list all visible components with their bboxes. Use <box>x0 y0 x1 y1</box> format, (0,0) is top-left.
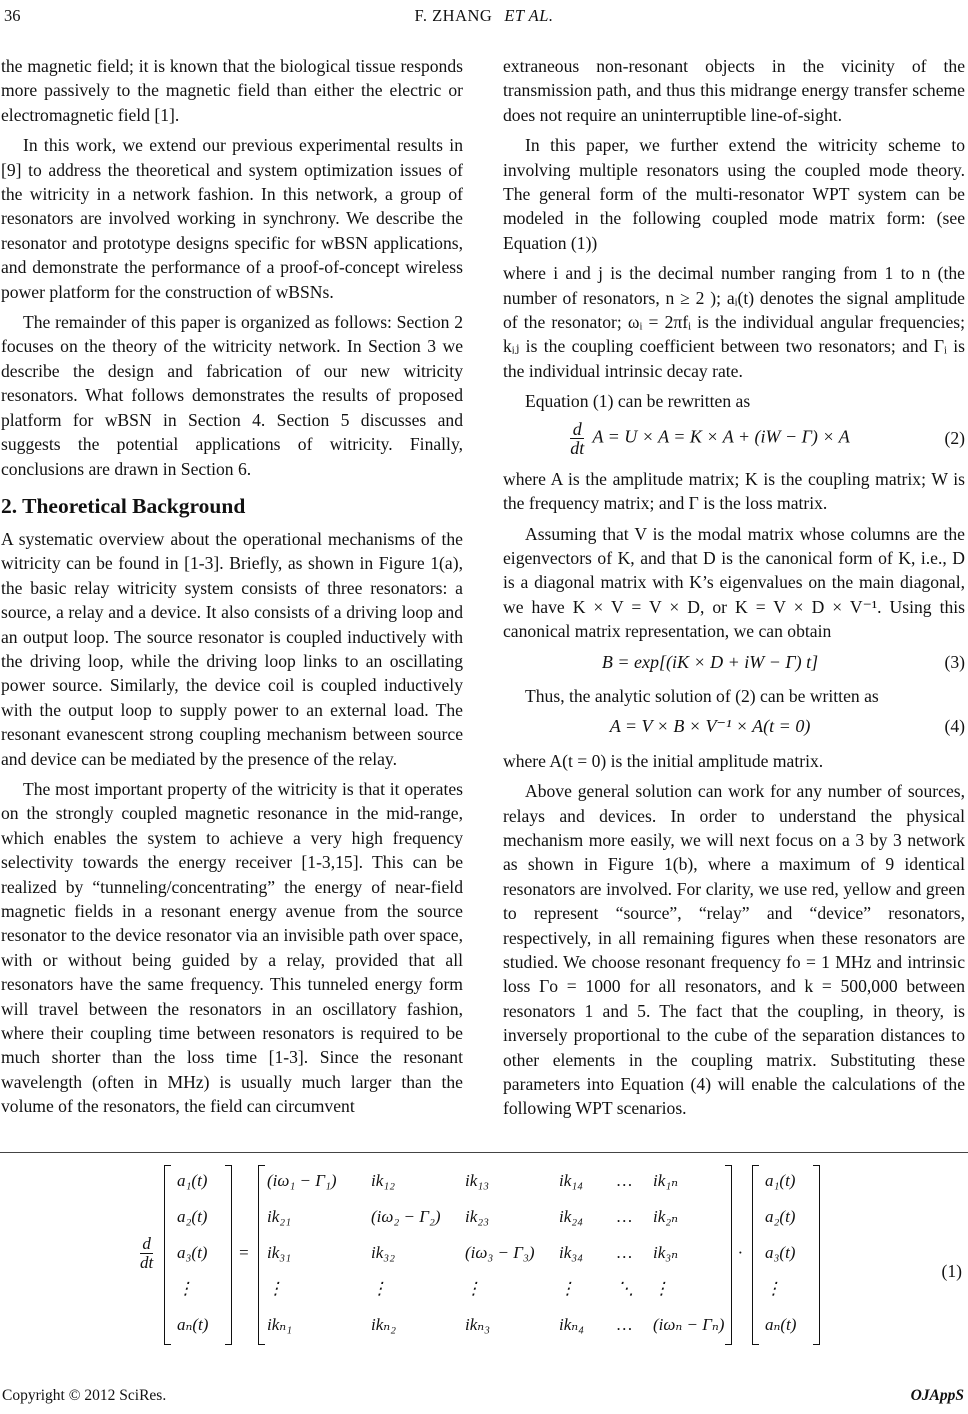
matrix-cell: … <box>617 1243 633 1262</box>
equation-number: (2) <box>944 427 965 448</box>
matrix-cell: ik₁₄ <box>559 1171 584 1190</box>
matrix-cell: ik₂ₙ <box>653 1207 679 1226</box>
derivative: $\frac{d}{dt}$ <box>140 1234 154 1272</box>
matrix-cell: ik₃₁ <box>267 1243 292 1262</box>
matrix-cell: … <box>617 1315 633 1334</box>
matrix-cell: ik₃₂ <box>371 1243 396 1262</box>
authors: F. ZHANG <box>414 6 493 25</box>
derivative: $\frac{d}{dt}$ <box>570 418 585 458</box>
paragraph: A systematic overview about the operational mechanisms of the witricity can be found in [1-3]. Briefly, as shown in Figure 1(a), the basic relay witricity system consists of three resonators: a source, a relay and a device. It also consists of a driving loop and an output loop. The source resonator is coupled inductively with the driving loop, while the driving loop links to an oscillating power source. Similarly, the device coil is coupled inductively with the output loop to supply power to an external load. The resonant evanescent strong coupling mechanism between source and device can be mediated by the presence of the relay. <box>1 528 463 769</box>
matrix-cell: a₁(t) <box>765 1171 796 1190</box>
left-column <box>1 54 463 1125</box>
multiply-dot: · <box>738 1243 743 1262</box>
matrix-cell: a₃(t) <box>765 1243 796 1262</box>
matrix-cell: (iω₁ − Γ₁) <box>267 1171 337 1190</box>
matrix-cell: (iωₙ − Γₙ) <box>653 1315 725 1334</box>
equation-number: (1) <box>941 1261 962 1281</box>
matrix-cell: ⋮ <box>653 1279 670 1298</box>
paragraph: Thus, the analytic solution of (2) can be written as <box>525 685 879 706</box>
equation-2-body: A = U × A = K × A + (iW − Γ) × A <box>592 426 850 447</box>
equation-number: (3) <box>944 651 965 672</box>
matrix-cell: a₁(t) <box>177 1171 208 1190</box>
equation-2 <box>503 420 965 457</box>
matrix-cell: aₙ(t) <box>177 1315 209 1334</box>
matrix-cell: (iω₂ − Γ₂) <box>371 1207 441 1226</box>
right-column <box>503 54 965 1127</box>
page-header <box>0 6 968 36</box>
matrix-cell: ⋮ <box>177 1279 194 1298</box>
matrix-cell: ik₁ₙ <box>653 1171 679 1190</box>
matrix-cell: ik₂₁ <box>267 1207 292 1226</box>
matrix-cell: a₂(t) <box>177 1207 208 1226</box>
equation-4-body: A = V × B × V⁻¹ × A(t = 0) <box>609 716 811 737</box>
matrix-cell: a₃(t) <box>177 1243 208 1262</box>
matrix-cell: ik₁₃ <box>465 1171 490 1190</box>
matrix-cell: a₂(t) <box>765 1207 796 1226</box>
paragraph: The remainder of this paper is organized as follows: Section 2 focuses on the theory of the witricity network. In Section 3 we describe the design and fabrication of our new witricity resonators. What follows demonstrates the results of proposed platform for wBSN in Section 4. Section 5 discusses and suggests the potential applications of witricity. Finally, conclusions are drawn in Section 6. <box>1 312 463 479</box>
matrix-cell: ik₁₂ <box>371 1171 396 1190</box>
equation-1-body <box>140 1165 820 1345</box>
paragraph: The most important property of the witricity is that it operates on the strongly coupled magnetic resonance in the mid-range, which enables the system to achieve a very high frequency selectivity towards the energy receiver [1-3,15]. This can be realized by “tunneling/concentrating” the energy of near-field magnetic fields in a resonant energy avenue from the source resonator to the device resonator via an invisible path over space, with or without being guided by a relay, provided that all resonators have the same frequency. This tunneled energy form will travel between the resonators in an oscillatory fashion, where their coupling time between resonators is required to be much shorter than the loss time [1-3]. Since the resonant wavelength (often in MHz) is usually much larger than the volume of the resonators, the field can circumvent <box>1 778 463 1117</box>
matrix-cell: ikₙ₁ <box>267 1315 293 1334</box>
paragraph: Assuming that V is the modal matrix whose columns are the eigenvectors of K, and that D is the canonical form of K, i.e., D is a diagonal matrix with K’s eigenvalues on the main diagonal, we have K × V = V × D, or K = V × D × V⁻¹. Using this canonical matrix representation, we can obtain <box>503 523 965 642</box>
matrix-cell: ⋮ <box>765 1279 782 1298</box>
equation-3-body: B = exp[(iK × D + iW − Γ) t] <box>601 651 819 672</box>
matrix-cell: aₙ(t) <box>765 1315 797 1334</box>
matrix-cell: … <box>617 1207 633 1226</box>
right-vector <box>752 1165 820 1345</box>
section-heading: 2. Theoretical Background <box>1 493 246 518</box>
et-al: ET AL. <box>504 6 554 25</box>
matrix-cell: ik₂₃ <box>465 1207 490 1226</box>
matrix-cell: … <box>617 1171 633 1190</box>
journal-name: OJAppS <box>910 1387 964 1404</box>
paragraph: In this paper, we further extend the witricity scheme to involving multiple resonators using the coupled mode theory. The general form of the multi-resonator WPT system can be modeled in the following coupled mode matrix form: (see Equation (1)) <box>503 135 965 253</box>
equation-number: (4) <box>944 716 965 737</box>
equation-3 <box>503 650 965 674</box>
matrix-cell: ik₂₄ <box>559 1207 584 1226</box>
matrix-cell: ⋮ <box>559 1279 576 1298</box>
matrix-cell: ⋮ <box>465 1279 482 1298</box>
paragraph: where A is the amplitude matrix; K is the coupling matrix; W is the frequency matrix; and Γ is the loss matrix. <box>503 468 965 514</box>
page-footer <box>0 1387 968 1411</box>
matrix-cell: ikₙ₄ <box>559 1315 585 1334</box>
paragraph: Equation (1) can be rewritten as <box>525 391 751 412</box>
paragraph: extraneous non-resonant objects in the vicinity of the transmission path, and thus this midrange energy transfer scheme does not require an uninterruptible line-of-sight. <box>503 56 965 125</box>
left-vector <box>164 1165 232 1345</box>
matrix-cell: ⋱ <box>617 1279 634 1298</box>
matrix-cell: ikₙ₃ <box>465 1315 491 1334</box>
matrix-cell: (iω₃ − Γ₃) <box>465 1243 535 1262</box>
matrix-cell: ikₙ₂ <box>371 1315 397 1334</box>
page-number: 36 <box>4 6 21 25</box>
paragraph: where i and j is the decimal number ranging from 1 to n (the number of resonators, n ≥ 2 ); aᵢ(t) denotes the signal amplitude of the resonator; ωᵢ = 2πfᵢ is the individual angular frequencies; kᵢⱼ is the coupling coefficient between two resonators; and Γᵢ is the individual intrinsic decay rate. <box>503 263 965 381</box>
paragraph: Above general solution can work for any number of sources, relays and devices. In order to understand the physical mechanism more easily, we will next focus on a 3 by 3 network as shown in Figure 1(b), where a maximum of 9 identical resonators are involved. For clarity, we use red, yellow and green to represent “source”, “relay” and “device” resonators, respectively, in all remaining figures when these resonators are studied. We choose resonant frequency fo = 1 MHz and intrinsic loss Γo = 1000 for all resonators, and k = 500,000 between resonators 1 and 5. The fact that the coupling, in theory, is inversely proportional to the cube of the separation distances to other elements in the coupling matrix. Substituting these parameters into Equation (4) will enable the calculations of the following WPT scenarios. <box>503 781 965 1119</box>
paragraph: the magnetic field; it is known that the biological tissue responds more passively to the magnetic field than either the electric or electromagnetic field [1]. <box>1 56 463 125</box>
copyright: Copyright © 2012 SciRes. <box>2 1387 167 1404</box>
matrix-cell: ik₃₄ <box>559 1243 584 1262</box>
paragraph: In this work, we extend our previous experimental results in [9] to address the theoretical and system optimization issues of the witricity in a network fashion. In this network, a group of resonators are involved working in synchrony. We describe the resonator and prototype designs specific for wBSN applications, and demonstrate the performance of a proof-of-concept wireless power platform for the construction of wBSNs. <box>1 135 463 302</box>
matrix-cell: ik₃ₙ <box>653 1243 679 1262</box>
equals-sign: = <box>238 1243 250 1262</box>
paragraph: where A(t = 0) is the initial amplitude matrix. <box>503 750 824 771</box>
equation-4 <box>503 714 965 738</box>
matrix-cell: ⋮ <box>267 1279 284 1298</box>
equation-1 <box>0 1152 968 1334</box>
matrix-cell: ⋮ <box>371 1279 388 1298</box>
running-title <box>0 6 968 26</box>
coupling-matrix <box>258 1165 732 1345</box>
